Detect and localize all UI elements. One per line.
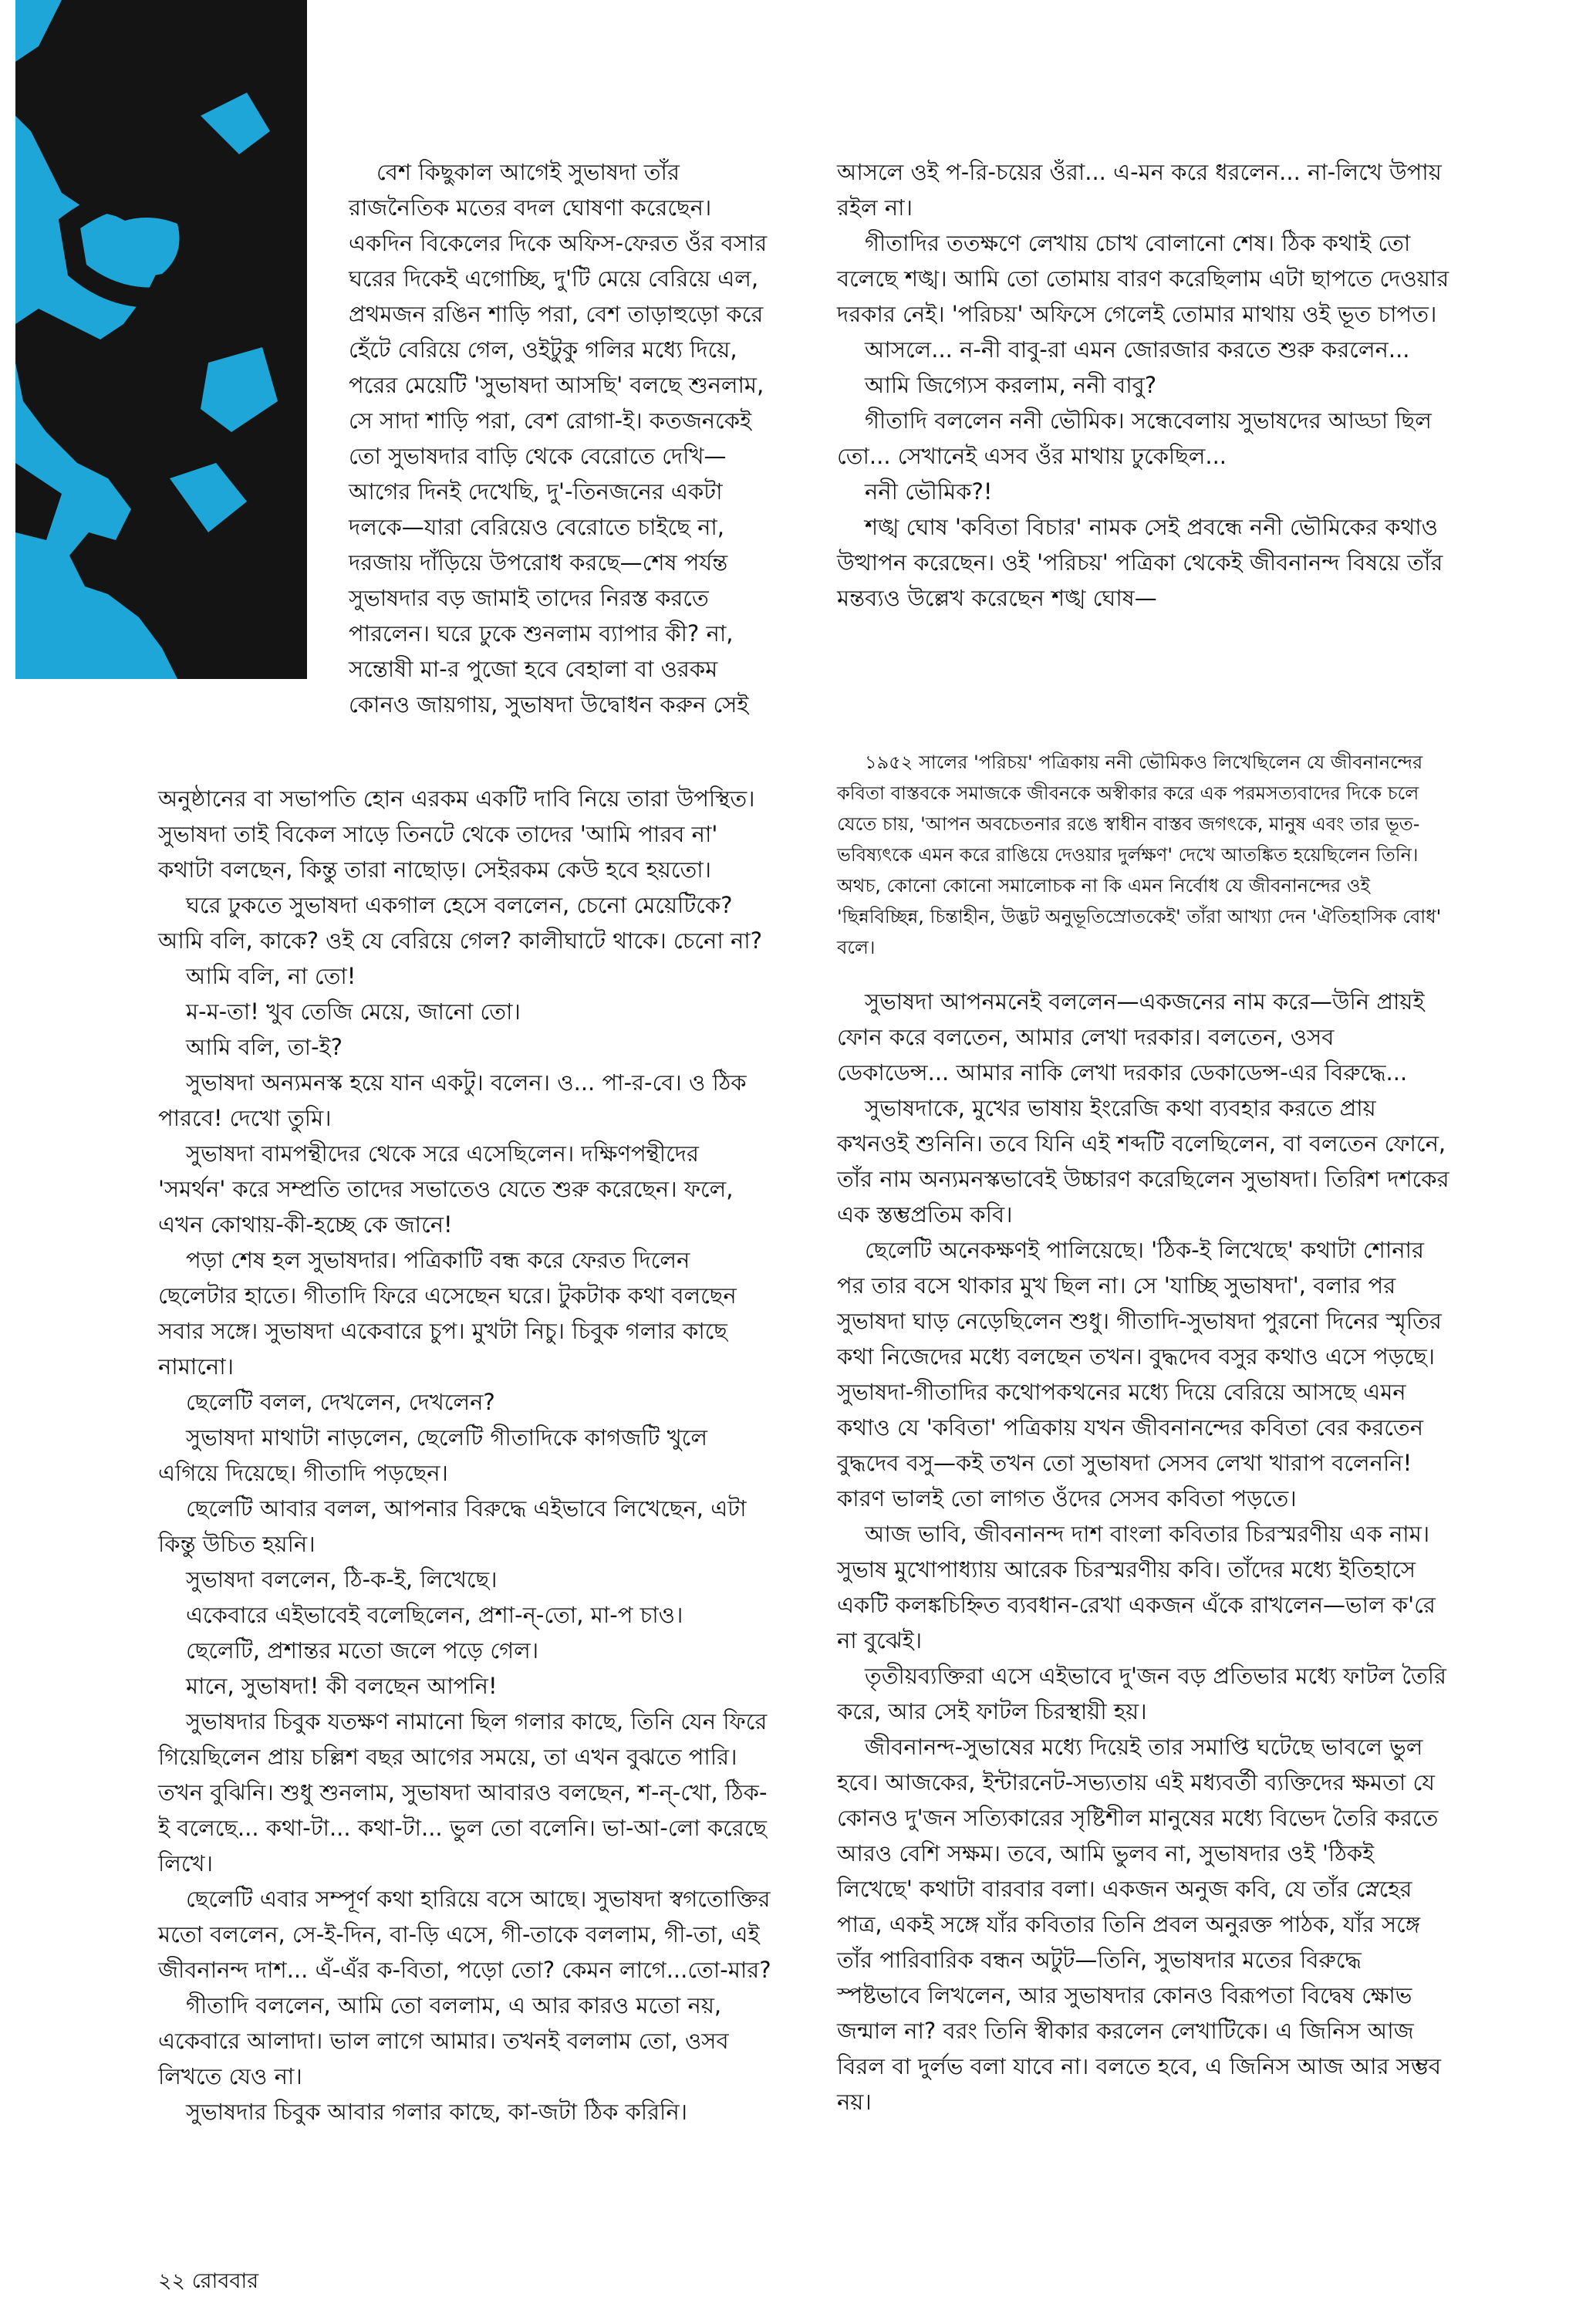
paragraph: ঘরে ঢুকতে সুভাষদা একগাল হেসে বললেন, চেনো মেয়েটিকে? আমি বলি, কাকে? ওই যে বেরিয়ে গেল? কালীঘাটে থাকে। চেনো না? <box>158 892 763 954</box>
paragraph: একেবারে এইভাবেই বলেছিলেন, প্রশা-ন্-তো, মা-প চাও। <box>186 1602 683 1628</box>
paragraph: সুভাষদা বললেন, ঠি-ক-ই, লিখেছে। <box>186 1566 498 1593</box>
paragraph: আমি বলি, না তো! <box>186 963 356 989</box>
paragraph: আমি জিগ্যেস করলাম, ননী বাবু? <box>865 372 1157 398</box>
paragraph: শঙ্খ ঘোষ 'কবিতা বিচার' নামক সেই প্রবন্ধে ননী ভৌমিকের কথাও উত্থাপন করেছেন। ওই 'পরিচয়' পত্রিকা থেকেই জীবনানন্দ বিষয়ে তাঁর মন্তব্যও উল্লেখ করেছেন শঙ্খ ঘোষ— <box>837 514 1443 611</box>
paragraph: ছেলেটি অনেকক্ষণই পালিয়েছে। 'ঠিক-ই লিখেছে' কথাটা শোনার পর তার বসে থাকার মুখ ছিল না। সে 'যাচ্ছি সুভাষদা', বলার পর সুভাষদা ঘাড় নেড়েছিলেন শুধু। গীতাদি-সুভাষদা পুরনো দিনের স্মৃতির কথা নিজেদের মধ্যে বলছেন তখন। বুদ্ধদেব বসুর কথাও এসে পড়ছে। সুভাষদা-গীতাদির কথোপকথনের মধ্যে দিয়ে বেরিয়ে আসছে এমন কথাও যে 'কবিতা' পত্রিকায় যখন জীবনানন্দের কবিতা বের করতেন বুদ্ধদেব বসু—কই তখন তো সুভাষদা সেসব লেখা খারাপ বলেননি! কারণ ভালই তো লাগত ওঁদের সেসব কবিতা পড়তে। <box>837 1237 1442 1512</box>
left-column-intro <box>349 154 771 722</box>
paragraph: সুভাষদার চিবুক যতক্ষণ নামানো ছিল গলার কাছে, তিনি যেন ফিরে গিয়েছিলেন প্রায় চল্লিশ বছর আগের সময়ে, তা এখন বুঝতে পারি। তখন বুঝিনি। শুধু শুনলাম, সুভাষদা আবারও বলছেন, শ-ন্-খো, ঠিক-ই বলেছে... কথা-টা... কথা-টা... ভুল তো বলেনি। ভা-আ-লো করেছে লিখে। <box>158 1708 768 1876</box>
paragraph: ছেলেটি বলল, দেখলেন, দেখলেন? <box>186 1389 495 1415</box>
paragraph: সুভাষদা মাথাটা নাড়লেন, ছেলেটি গীতাদিকে কাগজটি খুলে এগিয়ে দিয়েছে। গীতাদি পড়ছেন। <box>158 1424 707 1486</box>
portrait-graphic <box>15 0 307 679</box>
right-column-top <box>837 154 1450 616</box>
paragraph: মানে, সুভাষদা! কী বলছেন আপনি! <box>186 1673 498 1699</box>
paragraph: গীতাদি বললেন ননী ভৌমিক। সন্ধেবেলায় সুভাষদের আড্ডা ছিল তো... সেখানেই এসব ওঁর মাথায় ঢুকেছিল... <box>837 407 1432 469</box>
paragraph: তৃতীয়ব্যক্তিরা এসে এইভাবে দু'জন বড় প্রতিভার মধ্যে ফাটল তৈরি করে, আর সেই ফাটল চিরস্থায়ী হয়। <box>837 1663 1446 1724</box>
paragraph: সুভাষদাকে, মুখের ভাষায় ইংরেজি কথা ব্যবহার করতে প্রায় কখনওই শুনিনি। তবে যিনি এই শব্দটি বলেছিলেন, বা বলতেন ফোনে, তাঁর নাম অন্যমনস্কভাবেই উচ্চারণ করেছিলেন সুভাষদা। তিরিশ দশকের এক স্তম্ভপ্রতিম কবি। <box>837 1095 1449 1228</box>
paragraph: আসলে ওই প-রি-চয়ের ওঁরা... এ-মন করে ধরলেন... না-লিখে উপায় রইল না। <box>837 159 1442 221</box>
author-portrait <box>15 0 307 679</box>
block-quote <box>837 747 1450 963</box>
paragraph: ম-ম-তা! খুব তেজি মেয়ে, জানো তো। <box>186 998 521 1025</box>
paragraph: পড়া শেষ হল সুভাষদার। পত্রিকাটি বন্ধ করে ফেরত দিলেন ছেলেটার হাতে। গীতাদি ফিরে এসেছেন ঘরে। টুকটাক কথা বলছেন সবার সঙ্গে। সুভাষদা একেবারে চুপ। মুখটা নিচু। চিবুক গলার কাছে নামানো। <box>158 1247 737 1380</box>
paragraph: আজ ভাবি, জীবনানন্দ দাশ বাংলা কবিতার চিরস্মরণীয় এক নাম। সুভাষ মুখোপাধ্যায় আরেক চিরস্মরণীয় কবি। তাঁদের মধ্যে ইতিহাসে একটি কলঙ্কচিহ্নিত ব্যবধান-রেখা একজন এঁকে রাখলেন—ভাল ক'রে না বুঝেই। <box>837 1521 1436 1653</box>
paragraph: সুভাষদার চিবুক আবার গলার কাছে, কা-জটা ঠিক করিনি। <box>186 2099 688 2125</box>
paragraph: অনুষ্ঠানের বা সভাপতি হোন এরকম একটি দাবি নিয়ে তারা উপস্থিত। সুভাষদা তাই বিকেল সাড়ে তিনটে থেকে তাদের 'আমি পারব না' কথাটা বলছেন, কিন্তু তারা নাছোড়। সেইরকম কেউ হবে হয়তো। <box>158 785 755 883</box>
paragraph: জীবনানন্দ-সুভাষের মধ্যে দিয়েই তার সমাপ্তি ঘটেছে ভাবলে ভুল হবে। আজকের, ইন্টারনেট-সভ্যতায় এই মধ্যবর্তী ব্যক্তিদের ক্ষমতা যে কোনও দু'জন সত্যিকারের সৃষ্টিশীল মানুষের মধ্যে বিভেদ তৈরি করতে আরও বেশি সক্ষম। তবে, আমি ভুলব না, সুভাষদার ওই 'ঠিকই লিখেছে' কথাটা বারবার বলা। একজন অনুজ কবি, যে তাঁর স্নেহের পাত্র, একই সঙ্গে যাঁর কবিতার তিনি প্রবল অনুরক্ত পাঠক, যাঁর সঙ্গে তাঁর পারিবারিক বন্ধন অটুট—তিনি, সুভাষদার মতের বিরুদ্ধে স্পষ্টভাবে লিখলেন, আর সুভাষদার কোনও বিরূপতা বিদ্বেষ ক্ষোভ জন্মাল না? বরং তিনি স্বীকার করলেন লেখাটিকে। এ জিনিস আজ বিরল বা দুর্লভ বলা যাবে না। বলতে হবে, এ জিনিস আজ আর সম্ভব নয়। <box>837 1734 1442 2115</box>
paragraph: ননী ভৌমিক?! <box>865 478 993 505</box>
paragraph: ছেলেটি এবার সম্পূর্ণ কথা হারিয়ে বসে আছে। সুভাষদা স্বগতোক্তির মতো বললেন, সে-ই-দিন, বা-ড়ি এসে, গী-তাকে বললাম, গী-তা, এই জীবনানন্দ দাশ... এঁ-এঁর ক-বিতা, পড়ো তো? কেমন লাগে...তো-মার? <box>158 1886 771 1983</box>
paragraph: সুভাষদা বামপন্থীদের থেকে সরে এসেছিলেন। দক্ষিণপন্থীদের 'সমর্থন' করে সম্প্রতি তাদের সভাতেও যেতে শুরু করেছেন। ফলে, এখন কোথায়-কী-হচ্ছে কে জানে! <box>158 1140 734 1238</box>
paragraph: ছেলেটি আবার বলল, আপনার বিরুদ্ধে এইভাবে লিখেছেন, এটা কিন্তু উচিত হয়নি। <box>158 1495 747 1557</box>
paragraph: আমি বলি, তা-ই? <box>186 1034 343 1060</box>
page-number: ২২ <box>158 2269 186 2293</box>
paragraph: বেশ কিছুকাল আগেই সুভাষদা তাঁর রাজনৈতিক মতের বদল ঘোষণা করেছেন। একদিন বিকেলের দিকে অফিস-ফেরত ওঁর বসার ঘরের দিকেই এগোচ্ছি, দু'টি মেয়ে বেরিয়ে এল, প্রথমজন রঙিন শাড়ি পরা, বেশ তাড়াহুড়ো করে হেঁটে বেরিয়ে গেল, ওইটুকু গলির মধ্যে দিয়ে, পরের মেয়েটি 'সুভাষদা আসছি' বলছে শুনলাম, সে সাদা শাড়ি পরা, বেশ রোগা-ই। কতজনকেই তো সুভাষদার বাড়ি থেকে বেরোতে দেখি—আগের দিনই দেখেছি, দু'-তিনজনের একটা দলকে—যারা বেরিয়েও বেরোতে চাইছে না, দরজায় দাঁড়িয়ে উপরোধ করছে—শেষ পর্যন্ত সুভাষদার বড় জামাই তাদের নিরস্ত করতে পারলেন। ঘরে ঢুকে শুনলাম ব্যাপার কী? না, সন্তোষী মা-র পুজো হবে বেহালা বা ওরকম কোনও জায়গায়, সুভাষদা উদ্বোধন করুন সেই <box>349 159 768 718</box>
right-column-bottom <box>837 984 1450 2120</box>
magazine-name: রোববার <box>191 2269 259 2293</box>
left-column <box>158 781 771 2130</box>
paragraph: ছেলেটি, প্রশান্তর মতো জলে পড়ে গেল। <box>186 1637 539 1664</box>
quote-text: ১৯৫২ সালের 'পরিচয়' পত্রিকায় ননী ভৌমিকও লিখেছিলেন যে জীবনানন্দের কবিতা বাস্তবকে সমাজকে জীবনকে অস্বীকার করে এক পরমসত্যবাদের দিকে চলে যেতে চায়, 'আপন অবচেতনার রঙে স্বাধীন বাস্তব জগৎকে, মানুষ এবং তার ভূত-ভবিষ্যৎকে এমন করে রাঙিয়ে দেওয়ার দুর্লক্ষণ' দেখে আতঙ্কিত হয়েছিলেন তিনি। অথচ, কোনো কোনো সমালোচক না কি এমন নির্বোধ যে জীবনানন্দের ওই 'ছিন্নবিচ্ছিন্ন, চিন্তাহীন, উদ্ভট অনুভূতিস্রোতকেই' তাঁরা আখ্যা দেন 'ঐতিহাসিক বোধ' বলে। <box>837 752 1442 958</box>
paragraph: সুভাষদা অন্যমনস্ক হয়ে যান একটু। বলেন। ও... পা-র-বে। ও ঠিক পারবে! দেখো তুমি। <box>158 1069 747 1131</box>
paragraph: আসলে... ন-নী বাবু-রা এমন জোরজার করতে শুরু করলেন... <box>865 336 1410 363</box>
paragraph: গীতাদির ততক্ষণে লেখায় চোখ বোলানো শেষ। ঠিক কথাই তো বলেছে শঙ্খ। আমি তো তোমায় বারণ করেছিলাম এটা ছাপতে দেওয়ার দরকার নেই। 'পরিচয়' অফিসে গেলেই তোমার মাথায় ওই ভূত চাপত। <box>837 230 1449 327</box>
page-footer <box>158 2265 258 2300</box>
paragraph: গীতাদি বললেন, আমি তো বললাম, এ আর কারও মতো নয়, একেবারে আলাদা। ভাল লাগে আমার। তখনই বললাম তো, ওসব লিখতে যেও না। <box>158 1992 729 2089</box>
portrait-lens <box>100 218 180 276</box>
paragraph: সুভাষদা আপনমনেই বললেন—একজনের নাম করে—উনি প্রায়ই ফোন করে বলতেন, আমার লেখা দরকার। বলতেন, ওসব ডেকাডেন্স... আমার নাকি লেখা দরকার ডেকাডেন্স-এর বিরুদ্ধে... <box>837 988 1425 1086</box>
